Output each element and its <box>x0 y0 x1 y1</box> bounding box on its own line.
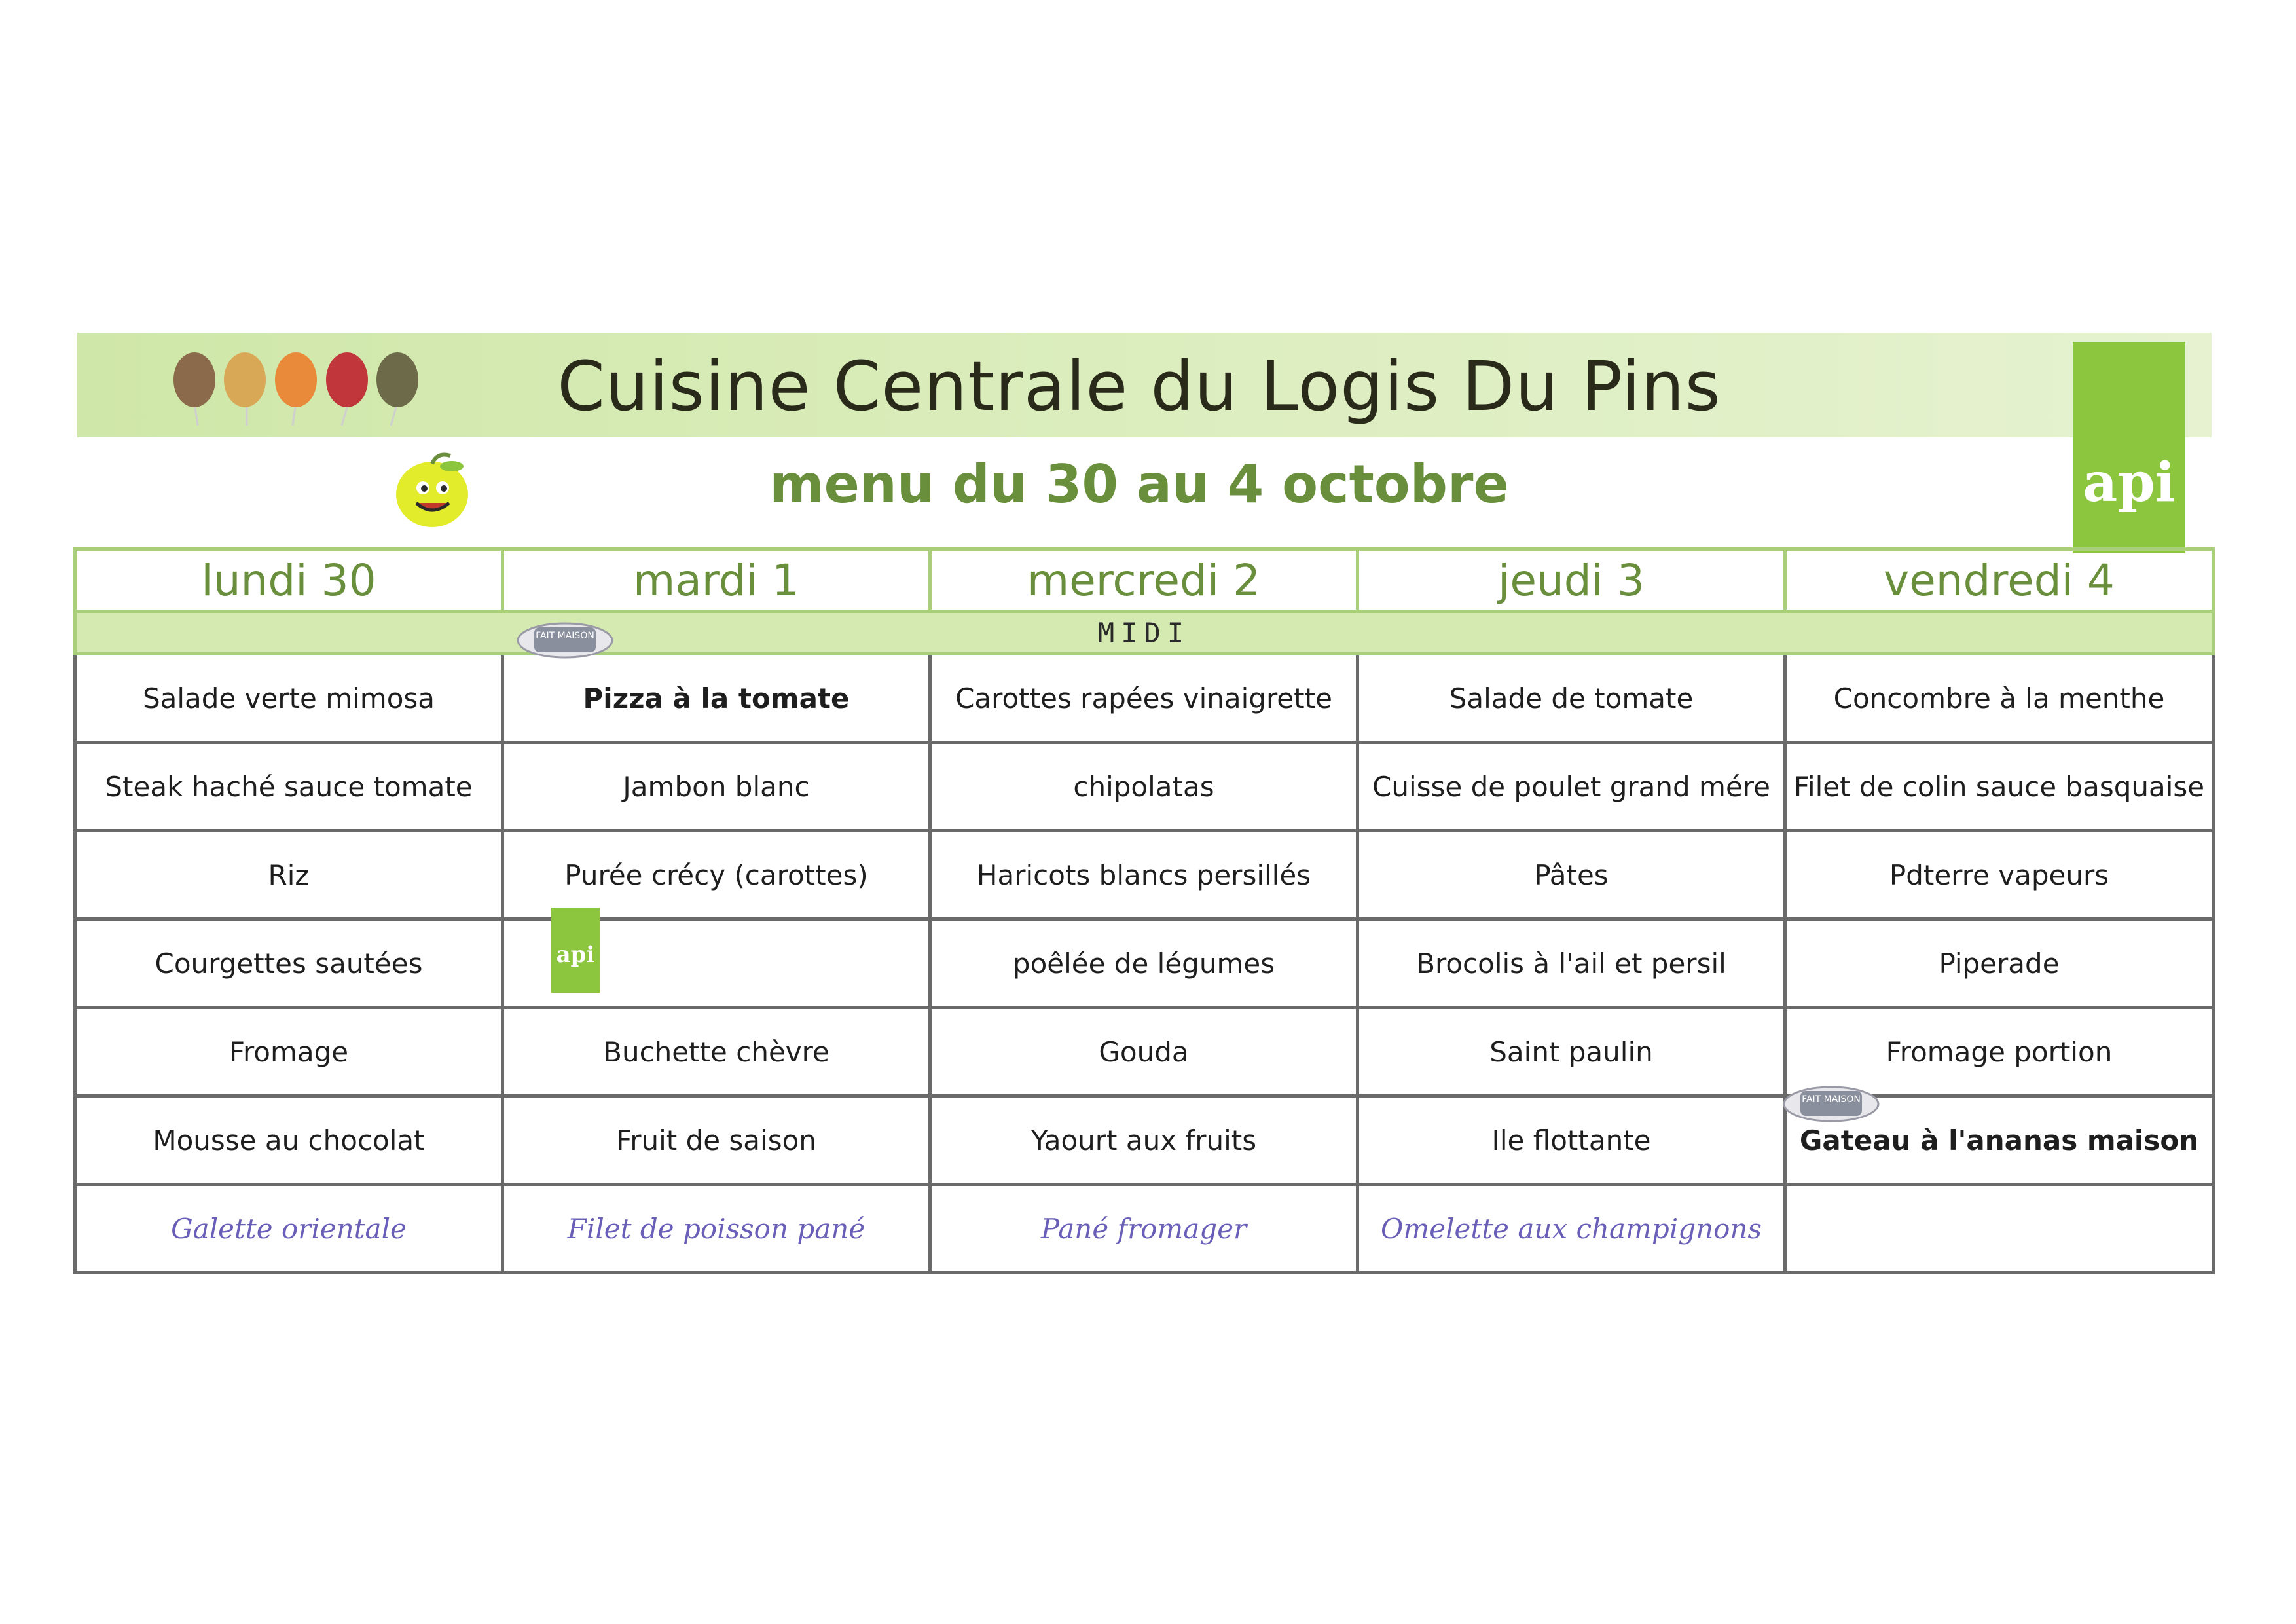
menu-cell: Gouda <box>930 1008 1358 1096</box>
menu-cell: Pizza à la tomate <box>503 654 930 743</box>
menu-cell: Yaourt aux fruits <box>930 1096 1358 1185</box>
day-header-row <box>75 549 2214 612</box>
day-header-vendredi: vendredi 4 <box>1785 549 2214 612</box>
menu-cell: Piperade <box>1785 919 2214 1008</box>
table-row <box>75 831 2214 919</box>
api-small-logo-text: api <box>556 942 595 968</box>
spice-dots-logo-icon <box>172 350 433 435</box>
alternative-cell: Omelette aux champignons <box>1358 1185 1785 1273</box>
api-logo <box>2073 342 2185 553</box>
fait-maison-badge-icon <box>1782 1079 1880 1125</box>
alternative-cell: Filet de poisson pané <box>503 1185 930 1273</box>
day-header-mercredi: mercredi 2 <box>930 549 1358 612</box>
day-header-mardi: mardi 1 <box>503 549 930 612</box>
menu-cell: Gateau à l'ananas maison <box>1785 1096 2214 1185</box>
alternative-cell <box>1785 1185 2214 1273</box>
menu-cell: Carottes rapées vinaigrette <box>930 654 1358 743</box>
fait-maison-text: FAIT MAISON <box>1802 1094 1861 1105</box>
menu-cell: Brocolis à l'ail et persil <box>1358 919 1785 1008</box>
menu-cell: Salade verte mimosa <box>75 654 503 743</box>
menu-cell: Steak haché sauce tomate <box>75 743 503 831</box>
menu-cell: Buchette chèvre <box>503 1008 930 1096</box>
section-label: MIDI <box>75 612 2214 654</box>
menu-cell: Pâtes <box>1358 831 1785 919</box>
menu-cell: Riz <box>75 831 503 919</box>
fait-maison-text: FAIT MAISON <box>536 631 594 641</box>
menu-cell: Salade de tomate <box>1358 654 1785 743</box>
menu-cell: Fromage portion <box>1785 1008 2214 1096</box>
menu-cell: Fromage <box>75 1008 503 1096</box>
menu-cell: Courgettes sautées <box>75 919 503 1008</box>
menu-cell: Saint paulin <box>1358 1008 1785 1096</box>
menu-cell: Jambon blanc <box>503 743 930 831</box>
menu-cell: Ile flottante <box>1358 1096 1785 1185</box>
menu-cell: Concombre à la menthe <box>1785 654 2214 743</box>
day-header-jeudi: jeudi 3 <box>1358 549 1785 612</box>
table-row <box>75 654 2214 743</box>
section-row-midi <box>75 612 2214 654</box>
table-row <box>75 919 2214 1008</box>
menu-cell: Pdterre vapeurs <box>1785 831 2214 919</box>
menu-subtitle: menu du 30 au 4 octobre <box>769 454 1509 515</box>
menu-cell: chipolatas <box>930 743 1358 831</box>
alternative-cell: Pané fromager <box>930 1185 1358 1273</box>
menu-cell: Mousse au chocolat <box>75 1096 503 1185</box>
menu-cell: Purée crécy (carottes) <box>503 831 930 919</box>
menu-cell: Fruit de saison <box>503 1096 930 1185</box>
table-row <box>75 1008 2214 1096</box>
day-header-lundi: lundi 30 <box>75 549 503 612</box>
menu-cell: Cuisse de poulet grand mére <box>1358 743 1785 831</box>
menu-cell: poêlée de légumes <box>930 919 1358 1008</box>
alternative-row <box>75 1185 2214 1273</box>
page-title: Cuisine Centrale du Logis Du Pins <box>557 346 1721 426</box>
api-small-logo <box>551 908 600 993</box>
alternative-cell: Galette orientale <box>75 1185 503 1273</box>
table-row <box>75 1096 2214 1185</box>
fait-maison-badge-icon <box>516 616 614 661</box>
table-row <box>75 743 2214 831</box>
menu-cell: Filet de colin sauce basquaise <box>1785 743 2214 831</box>
menu-cell: Haricots blancs persillés <box>930 831 1358 919</box>
menu-table <box>73 547 2215 1274</box>
api-logo-text: api <box>2083 451 2176 514</box>
